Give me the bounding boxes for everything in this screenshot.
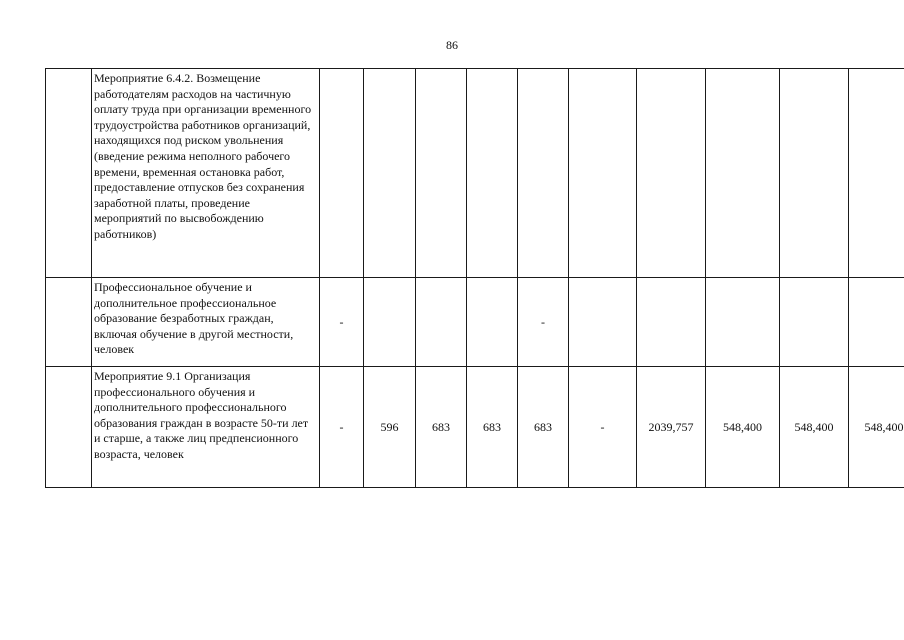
value-cell <box>637 69 706 278</box>
value-cell <box>569 69 637 278</box>
value-cell <box>780 278 849 367</box>
value-cell <box>637 278 706 367</box>
value-cell: 548,400 <box>780 367 849 488</box>
row-name-cell: Мероприятие 6.4.2. Возмещение работодателям расходов на частичную оплату труда при организации временного трудоустройства работников организаций, находящихся под риском увольнения (введение режима неполного рабочего времени, временная остановка работ, предоставление отпусков без сохранения заработной платы, проведение мероприятий по высвобождению работников) <box>92 69 320 278</box>
row-name-cell: Профессиональное обучение и дополнительное профессиональное образование безработных граждан, включая обучение в другой местности, человек <box>92 278 320 367</box>
value-cell <box>849 278 904 367</box>
value-cell <box>780 69 849 278</box>
value-cell <box>416 278 467 367</box>
value-cell <box>569 278 637 367</box>
value-cell: 548,400 <box>849 367 904 488</box>
value-cell <box>849 69 904 278</box>
value-cell <box>364 69 416 278</box>
table-row <box>46 278 904 367</box>
value-cell <box>467 278 518 367</box>
value-cell <box>706 69 780 278</box>
value-cell <box>467 69 518 278</box>
value-cell: 2039,757 <box>637 367 706 488</box>
value-cell: 683 <box>467 367 518 488</box>
value-cell: - <box>569 367 637 488</box>
value-cell: - <box>320 367 364 488</box>
value-cell <box>518 69 569 278</box>
value-cell <box>320 69 364 278</box>
table-row <box>46 69 904 278</box>
row-number-cell <box>46 278 92 367</box>
value-cell: 683 <box>416 367 467 488</box>
value-cell <box>416 69 467 278</box>
page-number: 86 <box>446 38 458 52</box>
value-cell: 683 <box>518 367 569 488</box>
value-cell: - <box>518 278 569 367</box>
value-cell: 596 <box>364 367 416 488</box>
row-name-cell: Мероприятие 9.1 Организация профессионального обучения и дополнительного профессионального образования граждан в возрасте 50-ти лет и старше, а также лиц предпенсионного возраста, человек <box>92 367 320 488</box>
row-number-cell <box>46 69 92 278</box>
table-row <box>46 367 904 488</box>
row-number-cell <box>46 367 92 488</box>
value-cell <box>364 278 416 367</box>
value-cell: - <box>320 278 364 367</box>
value-cell: 548,400 <box>706 367 780 488</box>
value-cell <box>706 278 780 367</box>
program-table <box>45 68 904 488</box>
